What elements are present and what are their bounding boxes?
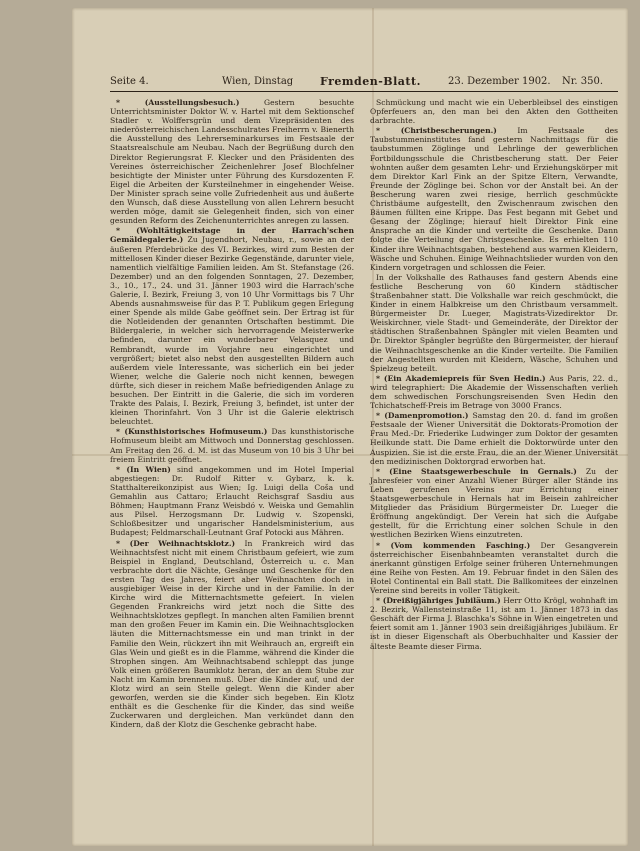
- article: [370, 374, 618, 410]
- place-day: Wien, Dinstag: [222, 76, 294, 87]
- article-head: * (Kunsthistorisches Hofmuseum.): [116, 427, 268, 437]
- article-head: * (Eine Staatsgewerbeschule in Gernals.): [376, 466, 577, 476]
- article: [110, 427, 354, 463]
- article: [370, 541, 618, 596]
- article: [370, 467, 618, 540]
- issue-date: 23. Dezember 1902.: [448, 76, 551, 87]
- article: [110, 226, 354, 426]
- article-head: * (Christbescherungen.): [376, 126, 497, 136]
- article-text: Aus Paris, 22. d., wird telegraphiert: Die Akademie der Wissenschaften verlieh dem schwedischen Forschungsreisenden Sven Hedin den Tchichatscheff-Preis im Betrage von 3000 Francs.: [370, 373, 618, 411]
- article-text: Zu der Jahresfeier von einer Anzahl Wiener Bürger aller Stände ins Leben gerufenen Vereins zur Errichtung einer Staatsgewerbeschule in Hernals hat im Beisein zahlreicher Mitglieder das Präsidium Bürgermeister Dr. Lueger die Eröffnung angekündigt. Der Verein hat sich die Aufgabe gestellt, für die Errichtung einer solchen Schule in den westlichen Bezirken Wiens einzutreten.: [370, 466, 618, 540]
- masthead: [110, 74, 618, 90]
- article-text: Gestern besuchte Unterrichtsminister Doktor W. v. Hartel mit dem Sektionschef Stadler v. Wolffersgrün und dem Vizepräsidenten des niederösterreichischen Landesschulrates Freiherrn v. Bienerth die Ausstellung des Lehrerseminarkurses im Festsaale der Staatsrealschule am Neubau. Nach der Begrüßung durch den Direktor Regierungsrat F. Klecker und den Präsidenten des Vereines österreichischer Zeichenlehrer Josef Blochfelner besichtigte der Minister unter Führung des Kursdozenten F. Eigel die Arbeiten der Kursteilnehmer in eingehender Weise. Der Minister sprach seine volle Zufriedenheit aus und äußerte den Wunsch, daß diese Ausstellung von allen Lehrern besucht werden möge, damit sie Gelegenheit finden, sich von einer gesunden Reform des Zeichenunterrichtes anregen zu lassen.: [110, 98, 354, 226]
- article: [370, 273, 618, 373]
- right-column: [370, 98, 618, 652]
- article-head: * (Der Weihnachtsklotz.): [116, 538, 236, 548]
- left-column: [110, 98, 354, 730]
- issue-number: Nr. 350.: [562, 76, 604, 87]
- article-text: sind angekommen und im Hotel Imperial abgestiegen: Dr. Rudolf Ritter v. Gybarz, k. k. Statthaltereikonzipist aus Wien; Ig. Luigi della Coša und Gemahlin aus Cattaro; Erlaucht Reichsgraf Sasdiu aus Böhmen; Hauptmann Franz Weisbdó v. Weiska und Gemahlin aus Pilsel. Herzogsmann Dr. Ludwig v. Szopenski, Schloßbesitzer und ungarischer Handelsministerium, aus Budapest; Feldmarschall-Leutnant Graf Potocki aus Mähren.: [110, 464, 355, 538]
- article: [370, 411, 618, 466]
- article: [370, 98, 618, 125]
- article-head: * (Vom kommenden Fasching.): [376, 540, 531, 550]
- page-number: Seite 4.: [110, 76, 149, 87]
- article-text: Samstag den 20. d. fand im großen Festsaale der Wiener Universität die Doktorats-Promotion der Frau Med.-Dr. Friederike Ludwinger zum Doktor der gesamten Heilkunde statt. Die Dame erhielt die Doktorwürde unter den Auspizien. Sie ist die erste Frau, die an der Wiener Universität den medizinischen Doktorgrad erworben hat.: [370, 411, 618, 466]
- newspaper-title: Fremden-Blatt.: [320, 75, 421, 88]
- article: [370, 596, 618, 651]
- article-text: Im Festsaale des Taubstummeninstitutes fand gestern Nachmittags für die taubstummen Zöglinge und Lehrlinge der gewerblichen Fortbildungsschule die Christbescherung statt. Der Feier wohnten außer dem gesamten Lehr- und Erziehungskörper mit dem Direktor Karl Fink an der Spitze Eltern, Verwandte, Freunde der Zöglinge bei. Schon vor der Anstalt bei. An der Bescherung waren zwei riesige, herrlich geschmückte Christbäume aufgestellt, den Zwischenraum zwischen den Bäumen füllten eine Krippe. Das Fest begann mit Gebet und Gesang der Zöglinge; hierauf hielt Direktor Fink eine Ansprache an die Kinder und verteilte die Geschenke. Dann folgte die Verteilung der Christgeschenke. Es erhielten 110 Kinder ihre Weihnachtsgaben, bestehend aus warmen Kleidern, Wäsche und Schuhen. Einige Weihnachtslieder wurden von den Kindern vorgetragen und schlossen die Feier.: [370, 126, 618, 272]
- article-text: Herr Otto Krögl, wohnhaft im 2. Bezirk, Wallensteinstraße 11, ist am 1. Jänner 1873 in das Geschäft der Firma J. Blaschka's Söhne in Wien eingetreten und feiert somit am 1. Jänner 1903 sein dreißigjähriges Jubiläum. Er ist in dieser Eigenschaft als Oberbuchhalter und Kassier der älteste Beamte dieser Firma.: [370, 596, 619, 651]
- article-head: * (In Wien): [116, 464, 171, 474]
- article-text: In Frankreich wird das Weihnachtsfest nicht mit einem Christbaum gefeiert, wie zum Beispiel in England, Deutschland, Österreich u. c. Man verbrachte dort die Nächte, Gesänge und Geschenke für den ersten Tag des Jahres, feiert aber Weihnachten doch in ausgiebiger Weise in der Kirche und in der Familie. In der Kirche wird die Mitternachtsmette gefeiert. In vielen Gegenden Frankreichs wird jetzt noch die Sitte des Weihnachtsklotzes gepflegt. In manchen alten Familien brennt man den großen Feuer im Kamin ein. Die Weihnachtsglocken läuten die Mitternachtsmesse ein und man trinkt in der Familie den Wein, rückzert ihn mit Weihrauch an, ergreift ein Glas Wein und gießt es in die Flamme, während die Kinder die Strophen singen. Am Weihnachtsabend schleppt das junge Volk einen größeren Baumklotz heran, der an dem Stube zur Nacht im Kamin brennen muß. Über die Kinder auf, und der Klotz wird an sein Stelle gelegt. Wenn die Kinder aber geworfen, werden sie die Kinder sich begeben. Ein Klotz enthält es die Geschenke für die Kinder, das sind weiße Zuckerwaren und dergleichen. Man verkündet dann den Kindern, daß der Klotz die Geschenke gebracht habe.: [110, 538, 354, 730]
- article: [370, 126, 618, 272]
- article: [110, 539, 354, 730]
- article-head: * (Ausstellungsbesuch.): [116, 98, 240, 107]
- article-text: Der Gesangverein österreichischer Eisenbahnbeamten veranstaltet durch die anerkannt günstigen Erfolge seiner früheren Unternehmungen eine Reihe von Festen. Am 19. Februar findet in den Sälen des Hotel Continental ein Ball statt. Die Ballkomitees der einzelnen Vereine sind bereits in voller Tätigkeit.: [370, 540, 619, 595]
- article: [110, 98, 354, 225]
- article-head: * (Ein Akademiepreis für Sven Hedin.): [376, 373, 546, 383]
- article-head: * (Dreißigjähriges Jubiläum.): [376, 596, 501, 606]
- header-rule: [110, 91, 618, 92]
- article: [110, 465, 354, 538]
- article-text: In der Volkshalle des Rathauses fand gestern Abends eine festliche Bescherung von 60 Kindern städtischer Straßenbahner statt. Die Volkshalle war reich geschmückt, die Kinder in einem Halbkreise um den Christbaum versammelt. Bürgermeister Dr. Lueger, Magistrats-Vizedirektor Dr. Weiskirchner, viele Stadt- und Gemeinderäte, der Direktor der städtischen Straßenbahnen Spängler mit vielen Beamten und Dr. Direktor Spängler begrüßte den Bürgermeister, der hierauf die Weihnachtsgeschenke an die Kinder verteilte. Die Familien der Angestellten wurden mit Kleidern, Wäsche, Schuhen und Spielzeug beteilt.: [370, 272, 618, 373]
- article-head: * (Damenpromotion.): [376, 411, 469, 421]
- article-text: Zu Jugendhort, Neubau, r., sowie an der äußeren Pferdebrücke des VI. Bezirkes, wird zum Besten der mittellosen Kinder dieser Bezirke Gegenstände, darunter viele, namentlich vielfältige Familien leiden. Am St. Stefanstage (26. Dezember) und an den folgenden Sonntagen, 27. Dezember, 3., 10., 17., 24. und 31. Jänner 1903 wird die Harrach'sche Galerie, I. Bezirk, Freiung 3, von 10 Uhr Vormittags bis 7 Uhr Abends ausnahmsweise für das P. T. Publikum gegen Erlegung einer Spende als milde Gabe geöffnet sein. Der Ertrag ist für die Notleidenden der genannten Ortschaften bestimmt. Die Bildergalerie, in welcher sich hervorragende Meisterwerke befinden, darunter ein wunderbarer Velasquez und Rembrandt, wurde im Vorjahre neu eingerichtet und vergrößert; bietet also nebst den ausgestellten Bildern auch außerdem viele Interessante, was sicherlich ein bei jeder Wiener, welche die Galerie noch nicht kennen, bewegen dürfte, sich dieser in reichem Maße befriedigenden Anlage zu besuchen. Der Eintritt in die Galerie, die sich im vorderen Trakte des Palais, I. Bezirk, Freiung 3, befindet, ist unter der kleinen Thorinfahrt. Von 3 Uhr ist die Galerie elektrisch beleuchtet.: [110, 235, 354, 427]
- article-head: * (Wohltätigkeitstage in der Harrach'schen Gemäldegalerie.): [110, 226, 354, 245]
- newspaper-page: [72, 8, 628, 846]
- article-text: Schmückung und macht wie ein Ueberbleibsel des einstigen Opferfeuers an, den man bei den Akten den Gottheiten darbrachte.: [370, 98, 618, 126]
- article-text: Das kunsthistorische Hofmuseum bleibt am Mittwoch und Donnerstag geschlossen. Am Freitag den 26. d. M. ist das Museum von 10 bis 3 Uhr bei freiem Eintritt geöffnet.: [110, 427, 354, 464]
